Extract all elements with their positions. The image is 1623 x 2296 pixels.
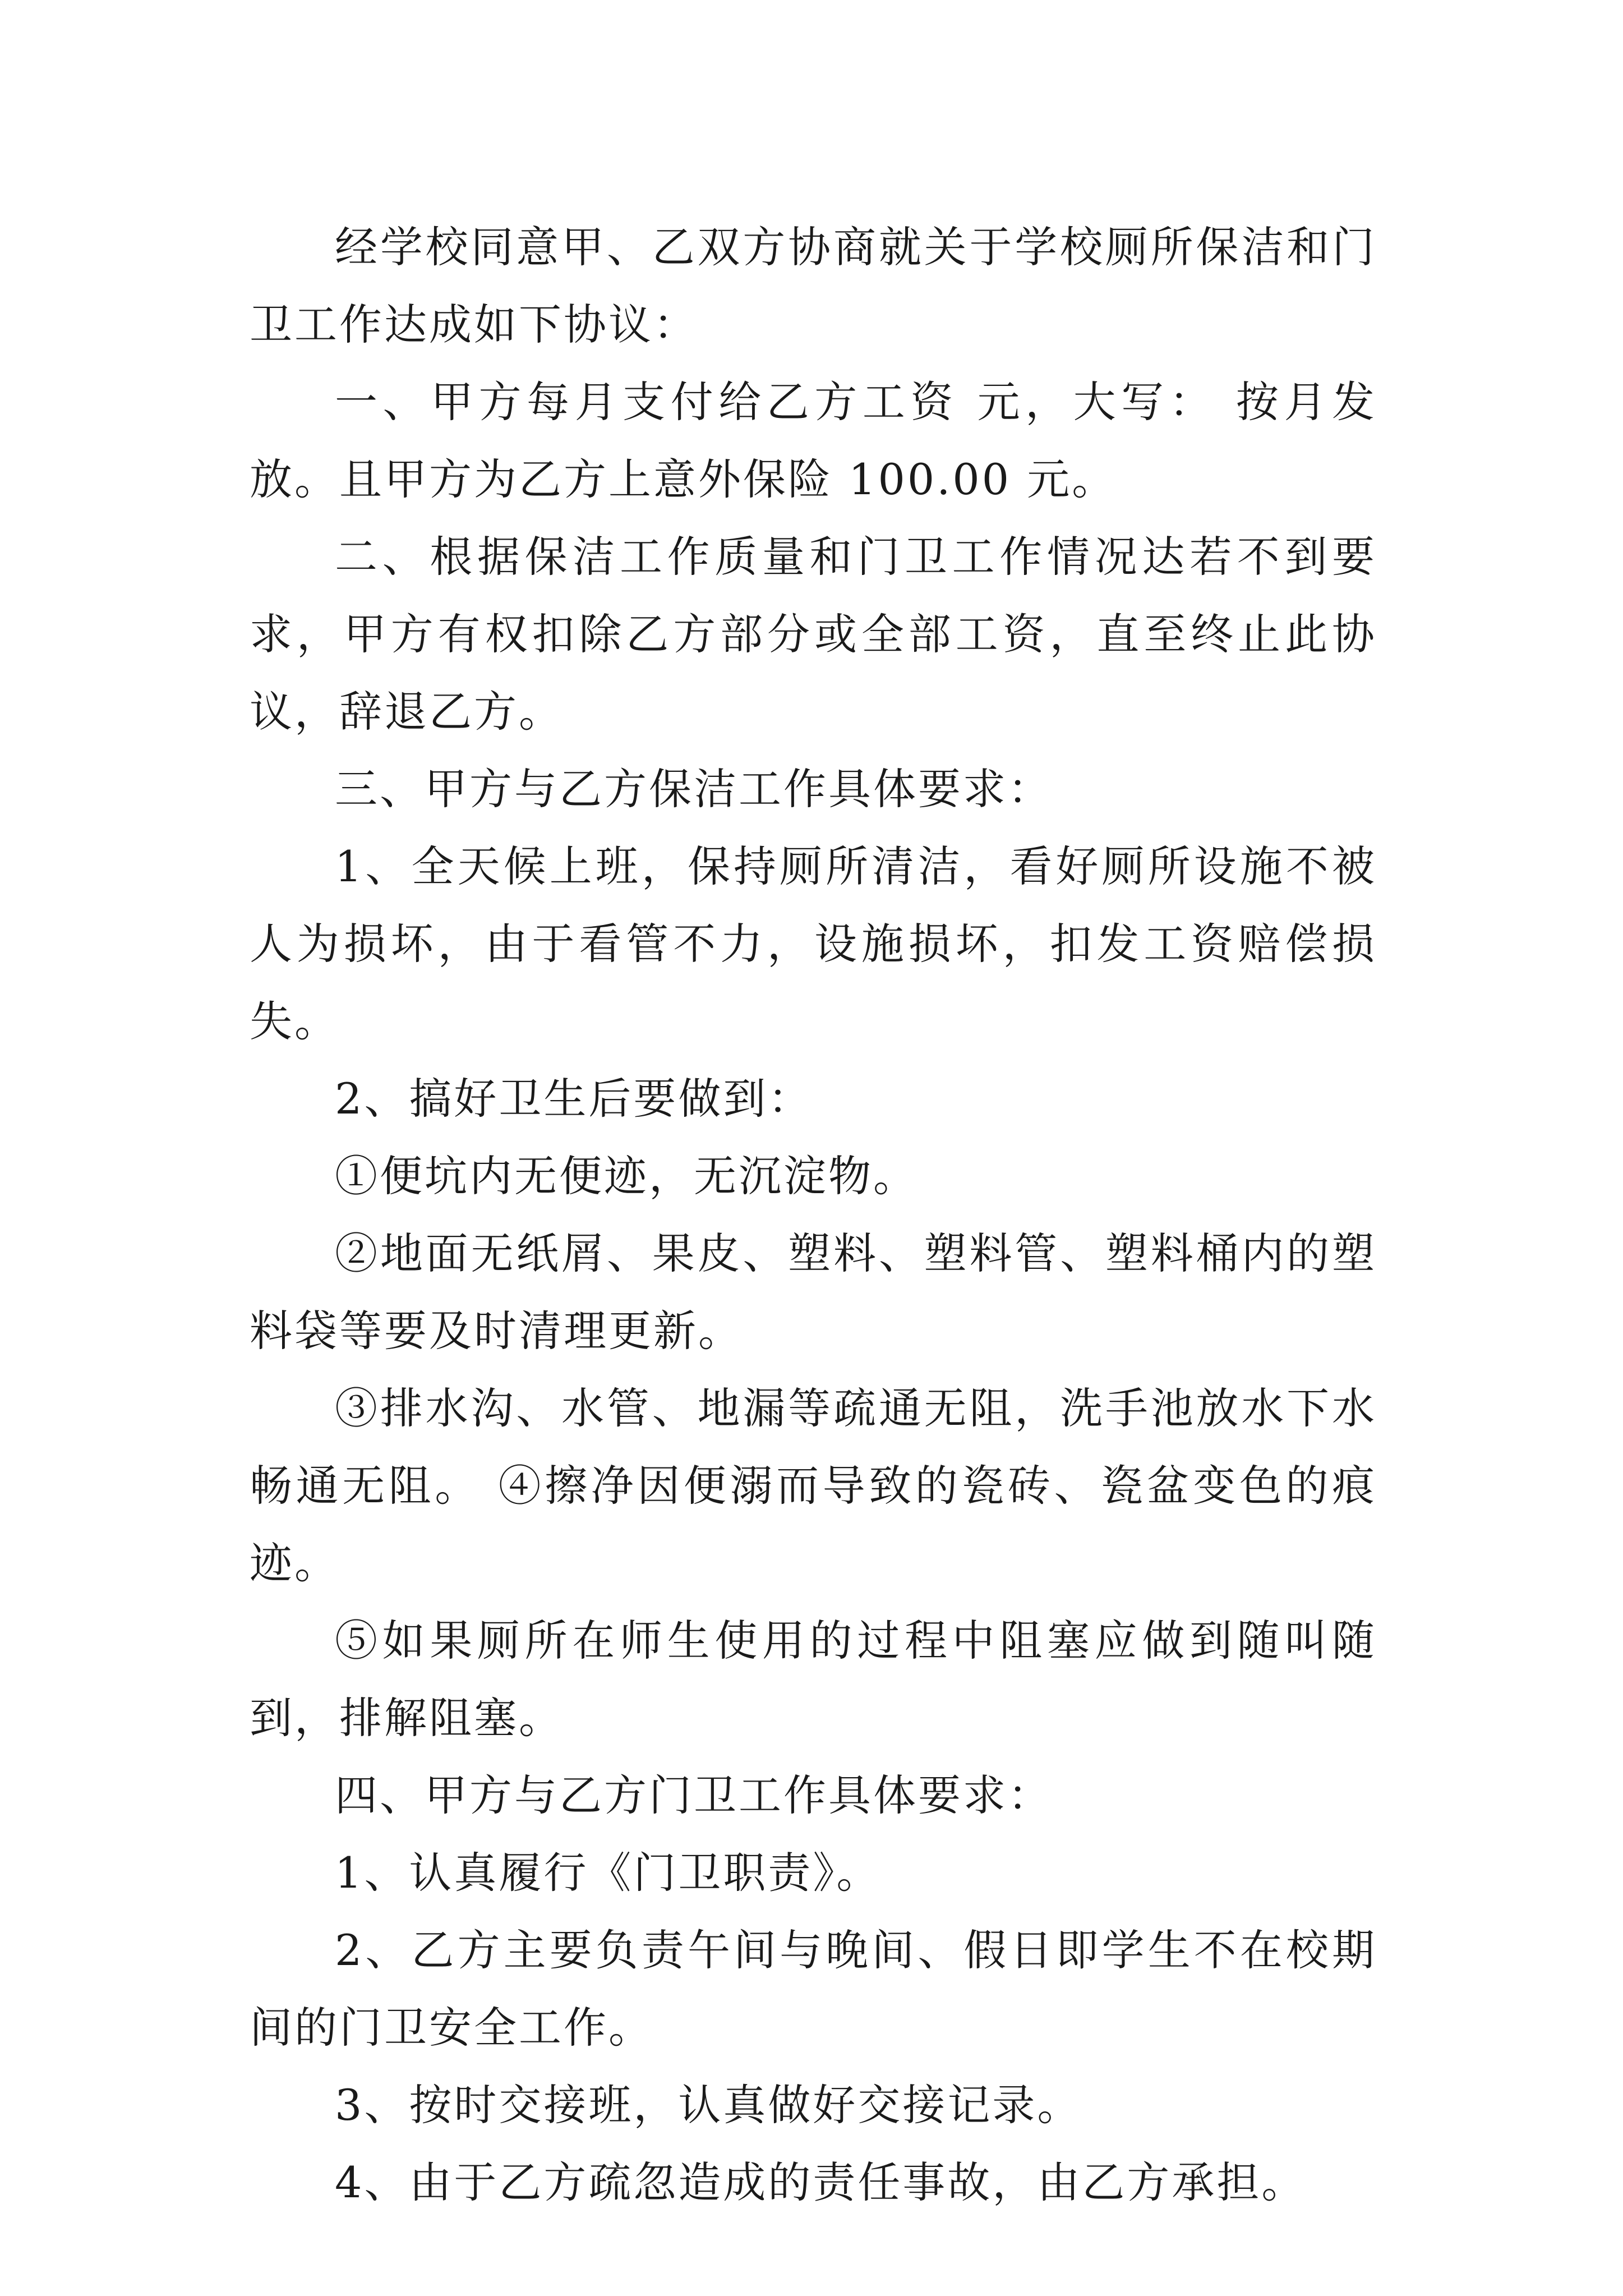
clause-3-sub-3-4: ③排水沟、水管、地漏等疏通无阻，洗手池放水下水畅通无阻。 ④擦净因便溺而导致的瓷砖、瓷盆变色的痕迹。: [250, 1383, 1377, 1588]
clause-3-sub-2: ②地面无纸屑、果皮、塑料、塑料管、塑料桶内的塑料袋等要及时清理更新。: [250, 1228, 1377, 1356]
clause-4-item-3: 3、按时交接班，认真做好交接记录。: [335, 2080, 1082, 2130]
clause-3-sub-5: ⑤如果厕所在师生使用的过程中阻塞应做到随叫随到，排解阻塞。: [250, 1616, 1377, 1743]
clause-3-item-2: 2、搞好卫生后要做到：: [335, 1074, 813, 1124]
clause-3-item-1: 1、全天候上班，保持厕所清洁，看好厕所设施不被人为损坏，由于看管不力，设施损坏，扣发工资赔偿损失。: [250, 841, 1377, 1046]
clause-4-item-2: 2、乙方主要负责午间与晚间、假日即学生不在校期间的门卫安全工作。: [250, 1925, 1377, 2053]
clause-4-heading: 四、甲方与乙方门卫工作具体要求：: [335, 1770, 1053, 1820]
intro-paragraph: 经学校同意甲、乙双方协商就关于学校厕所保洁和门卫工作达成如下协议：: [250, 222, 1377, 349]
clause-4-item-4: 4、由于乙方疏忽造成的责任事故，由乙方承担。: [335, 2157, 1307, 2207]
clause-2-deduction: 二、根据保洁工作质量和门卫工作情况达若不到要求，甲方有权扣除乙方部分或全部工资，直至终止此协议，辞退乙方。: [250, 532, 1377, 737]
clause-1-salary: 一、甲方每月支付给乙方工资 元，大写： 按月发放。且甲方为乙方上意外保险 100.00 元。: [250, 377, 1377, 504]
clause-4-item-1: 1、认真履行《门卫职责》。: [335, 1848, 882, 1898]
clause-3-heading: 三、甲方与乙方保洁工作具体要求：: [335, 764, 1053, 814]
document-body: [250, 209, 1377, 2221]
clause-3-sub-1: ①便坑内无便迹，无沉淀物。: [335, 1151, 918, 1201]
